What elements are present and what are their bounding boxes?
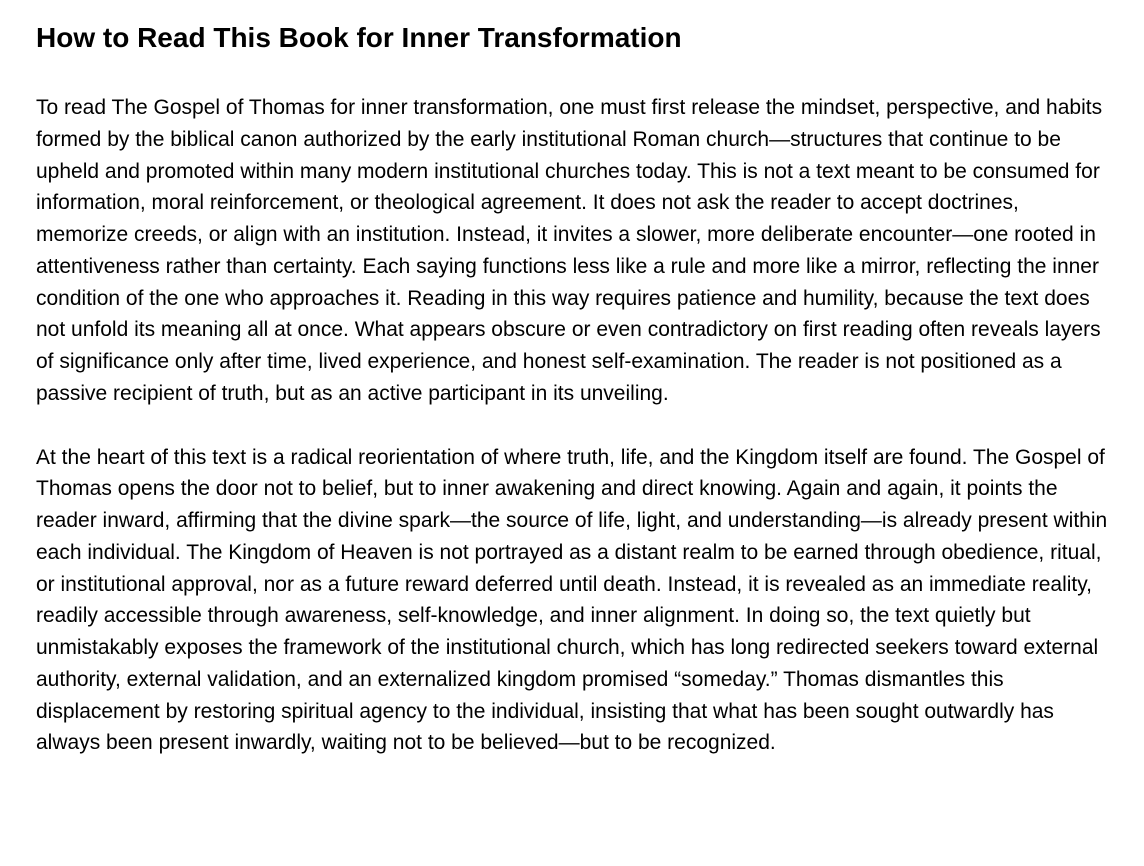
body-text <box>36 92 1108 759</box>
paragraph-2: At the heart of this text is a radical reorientation of where truth, life, and the Kingdom itself are found. The Gospel of Thomas opens the door not to belief, but to inner awakening and direct knowing. Again and again, it points the reader inward, affirming that the divine spark—the source of life, light, and understanding—is already present within each individual. The Kingdom of Heaven is not portrayed as a distant realm to be earned through obedience, ritual, or institutional approval, nor as a future reward deferred until death. Instead, it is revealed as an immediate reality, readily accessible through awareness, self-knowledge, and inner alignment. In doing so, the text quietly but unmistakably exposes the framework of the institutional church, which has long redirected seekers toward external authority, external validation, and an externalized kingdom promised “someday.” Thomas dismantles this displacement by restoring spiritual agency to the individual, insisting that what has been sought outwardly has always been present inwardly, waiting not to be believed—but to be recognized. <box>36 445 1108 755</box>
paragraph-1: To read The Gospel of Thomas for inner transformation, one must first release the mindset, perspective, and habits formed by the biblical canon authorized by the early institutional Roman church—structures that continue to be upheld and promoted within many modern institutional churches today. This is not a text meant to be consumed for information, moral reinforcement, or theological agreement. It does not ask the reader to accept doctrines, memorize creeds, or align with an institution. Instead, it invites a slower, more deliberate encounter—one rooted in attentiveness rather than certainty. Each saying functions less like a rule and more like a mirror, reflecting the inner condition of the one who approaches it. Reading in this way requires patience and humility, because the text does not unfold its meaning all at once. What appears obscure or even contradictory on first reading often reveals layers of significance only after time, lived experience, and honest self-examination. The reader is not positioned as a passive recipient of truth, but as an active participant in its unveiling. <box>36 96 1103 405</box>
section-heading: How to Read This Book for Inner Transformation <box>36 22 682 53</box>
